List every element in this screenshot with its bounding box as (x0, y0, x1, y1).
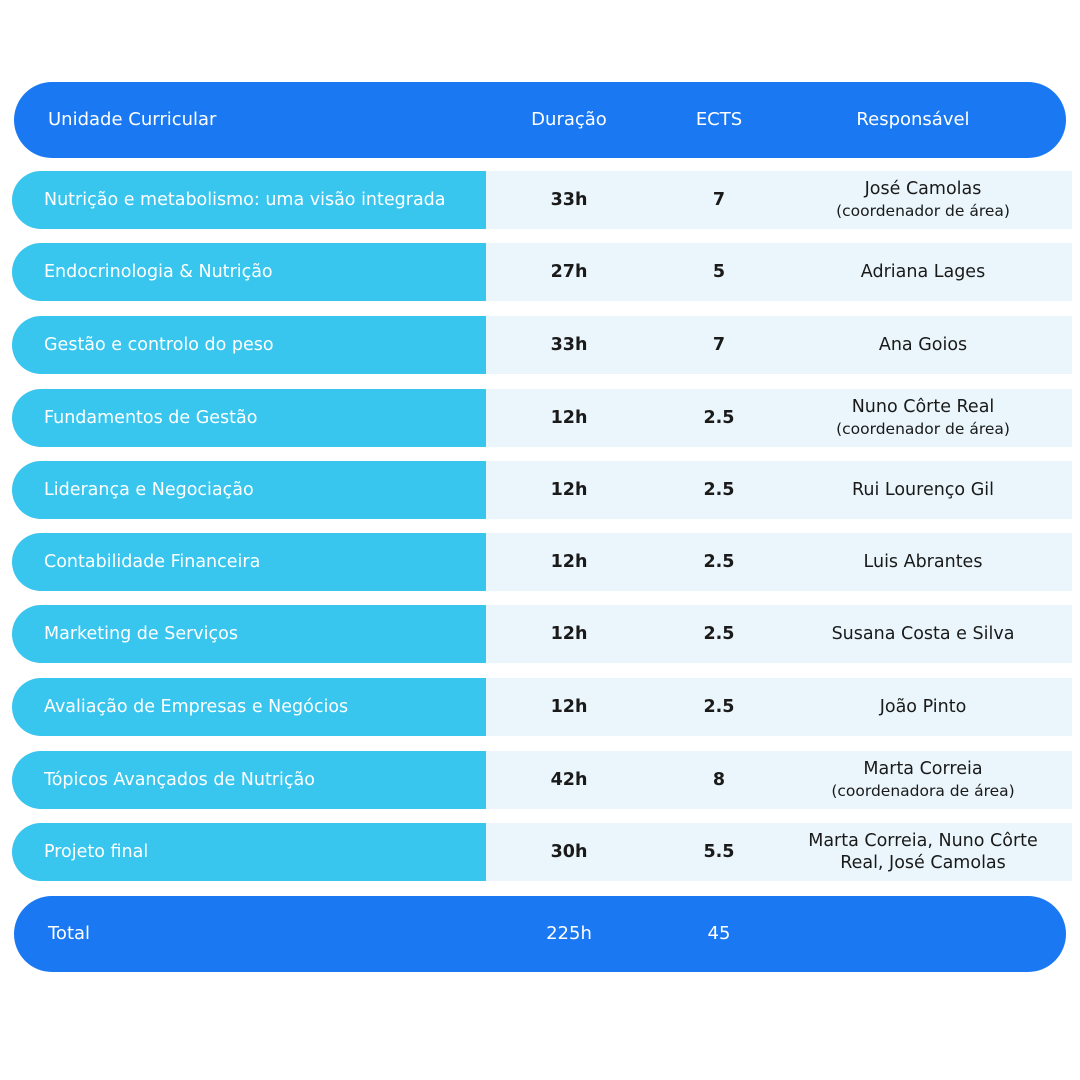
row-ects: 5 (712, 262, 726, 282)
responsible-role: (coordenador de área) (836, 202, 1010, 220)
row-responsible (794, 823, 1052, 881)
table-row (12, 533, 1072, 591)
row-duration: 12h (550, 697, 588, 717)
table-total (14, 896, 1066, 972)
table-row (12, 243, 1072, 301)
row-responsible (794, 389, 1052, 447)
row-duration: 42h (550, 770, 588, 790)
responsible-name: Luis Abrantes (863, 552, 983, 572)
row-duration: 33h (550, 335, 588, 355)
table-row (12, 316, 1072, 374)
row-duration: 12h (550, 624, 588, 644)
total-duration: 225h (546, 923, 592, 944)
row-ects: 2.5 (703, 480, 735, 500)
row-responsible (794, 751, 1052, 809)
header-responsible: Responsável (856, 109, 970, 130)
responsible-name: Adriana Lages (860, 262, 986, 282)
row-unit-name: Liderança e Negociação (44, 480, 254, 500)
table-row (12, 678, 1072, 736)
row-ects: 8 (712, 770, 726, 790)
header-unit: Unidade Curricular (48, 109, 217, 130)
responsible-name: Marta Correia, Nuno Côrte Real, José Camolas (808, 831, 1038, 873)
row-responsible (794, 678, 1052, 736)
row-unit-name: Endocrinologia & Nutrição (44, 262, 273, 282)
row-duration: 12h (550, 552, 588, 572)
row-unit-name: Avaliação de Empresas e Negócios (44, 697, 349, 717)
table-row (12, 823, 1072, 881)
row-unit-name: Contabilidade Financeira (44, 552, 261, 572)
header-ects: ECTS (695, 109, 743, 130)
row-responsible (794, 605, 1052, 663)
row-unit-name: Nutrição e metabolismo: uma visão integrada (44, 190, 446, 210)
responsible-name: Marta Correia (863, 759, 983, 779)
row-duration: 12h (550, 480, 588, 500)
row-responsible (794, 171, 1052, 229)
total-label: Total (48, 923, 91, 944)
responsible-name: Rui Lourenço Gil (852, 480, 994, 500)
row-unit-name: Marketing de Serviços (44, 624, 238, 644)
row-duration: 33h (550, 190, 588, 210)
table-row (12, 751, 1072, 809)
responsible-name: Nuno Côrte Real (851, 397, 995, 417)
row-responsible (794, 533, 1052, 591)
total-ects: 45 (707, 923, 731, 944)
row-responsible (794, 243, 1052, 301)
row-ects: 2.5 (703, 408, 735, 428)
row-responsible (794, 316, 1052, 374)
row-responsible (794, 461, 1052, 519)
row-ects: 2.5 (703, 624, 735, 644)
header-duration: Duração (531, 109, 607, 130)
row-duration: 30h (550, 842, 588, 862)
row-unit-name: Fundamentos de Gestão (44, 408, 258, 428)
row-duration: 12h (550, 408, 588, 428)
table-row (12, 171, 1072, 229)
row-unit-name: Tópicos Avançados de Nutrição (44, 770, 315, 790)
row-ects: 7 (712, 190, 726, 210)
row-ects: 2.5 (703, 697, 735, 717)
table-row (12, 605, 1072, 663)
row-duration: 27h (550, 262, 588, 282)
responsible-name: Susana Costa e Silva (831, 624, 1015, 644)
row-ects: 2.5 (703, 552, 735, 572)
row-unit-name: Projeto final (44, 842, 149, 862)
table-row (12, 389, 1072, 447)
row-ects: 5.5 (703, 842, 735, 862)
responsible-name: João Pinto (879, 697, 967, 717)
responsible-role: (coordenadora de área) (831, 782, 1015, 800)
table-row (12, 461, 1072, 519)
responsible-name: José Camolas (864, 179, 982, 199)
row-ects: 7 (712, 335, 726, 355)
responsible-role: (coordenador de área) (836, 420, 1010, 438)
responsible-name: Ana Goios (878, 335, 968, 355)
row-unit-name: Gestão e controlo do peso (44, 335, 274, 355)
